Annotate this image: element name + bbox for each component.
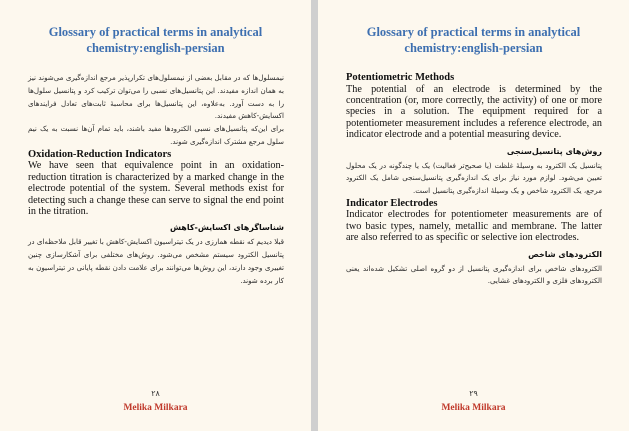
left-page (0, 0, 311, 431)
persian-paragraph: قبلا دیدیم که نقطه همارزی در یک تیتراسیون اکسایش-کاهش با تغییر قابل ملاحظه‌ای در پتانسیل الکترود سیستم مشخص می‌شود. روش‌های مختلفی برای آشکارسازی چنین تغییری وجود دارند، این روش‌ها می‌توانند برای علامت دادن نقطه پایانی در تیتراسیون به کار برده شوند. (28, 237, 284, 285)
persian-paragraph: نیمسلول‌ها که در مقابل بعضی از نیمسلول‌های تکرارپذیر مرجع اندازه‌گیری می‌شوند نیز به همان اندازه مفیدند. این پتانسیل‌های نسبی را می‌توان ترکیب کرد و پتانسیل سلول‌ها را به دست آورد. به‌علاوه، این پتانسیل‌ها برای محاسبهٔ ثابت‌های تعادل فرایندهای اکسایش-کاهش مفیدند. (28, 73, 284, 121)
english-paragraph: Indicator electrodes for potentiometer measurements are of two basic types, namely, metallic and membrane. The latter are also referred to as specific or selective ion electrodes. (346, 209, 602, 244)
book-spine (311, 0, 318, 431)
english-heading: Indicator Electrodes (346, 197, 438, 209)
page-body (346, 72, 602, 288)
right-page (318, 0, 629, 431)
author-footer: Melika Milkara (441, 403, 506, 413)
persian-heading: الکترودهای شاخص (528, 249, 602, 259)
persian-heading: شناساگرهای اکسایش-کاهش (170, 223, 284, 233)
persian-paragraph: پتانسیل یک الکترود به وسیلهٔ غلظت (یا صحیح‌تر فعالیت) یک یا چندگونه در یک محلول تعیین می‌شود. لوازم مورد نیاز برای یک اندازه‌گیری پتانسیل‌سنجی شامل یک الکترود مرجع، یک الکترود شاخص و یک وسیلهٔ اندازه‌گیری پتانسیل است. (346, 160, 602, 196)
page-header: Glossary of practical terms in analytical chemistry:english-persian (366, 25, 581, 55)
english-heading: Oxidation-Reduction Indicators (28, 148, 172, 160)
persian-paragraph: برای این‌که پتانسیل‌های نسبی الکترودها مفید باشند، باید تمام آن‌ها نسبت به یک نیم سلول مرجع مشترک اندازه‌گیری شوند. (28, 124, 284, 146)
page-number: ۲۸ (151, 389, 160, 398)
page-number: ۲۹ (469, 389, 478, 398)
english-paragraph: The potential of an electrode is determined by the concentration (or, more correctly, the activity) of one or more species in a solution. The equipment required for a potentiometer measurement includes a reference electrode, an indicator electrode and a potential measuring device. (346, 83, 602, 141)
english-heading: Potentiometric Methods (346, 72, 455, 83)
persian-heading: روش‌های پتانسیل‌سنجی (506, 146, 602, 156)
english-paragraph: We have seen that equivalence point in an oxidation- reduction titration is characterized by a marked change in the electrode potential of the system. Several methods exist for detecting such a change these can serve to signal the end point in the titration. (28, 160, 284, 217)
page-body (28, 72, 284, 288)
author-footer: Melika Milkara (123, 403, 188, 413)
persian-paragraph: الکترودهای شاخص برای اندازه‌گیری پتانسیل از دو گروه اصلی تشکیل شده‌اند یعنی الکترودهای فلزی و الکترودهای غشایی. (346, 263, 602, 286)
page-header: Glossary of practical terms in analytical chemistry:english-persian (48, 25, 263, 55)
